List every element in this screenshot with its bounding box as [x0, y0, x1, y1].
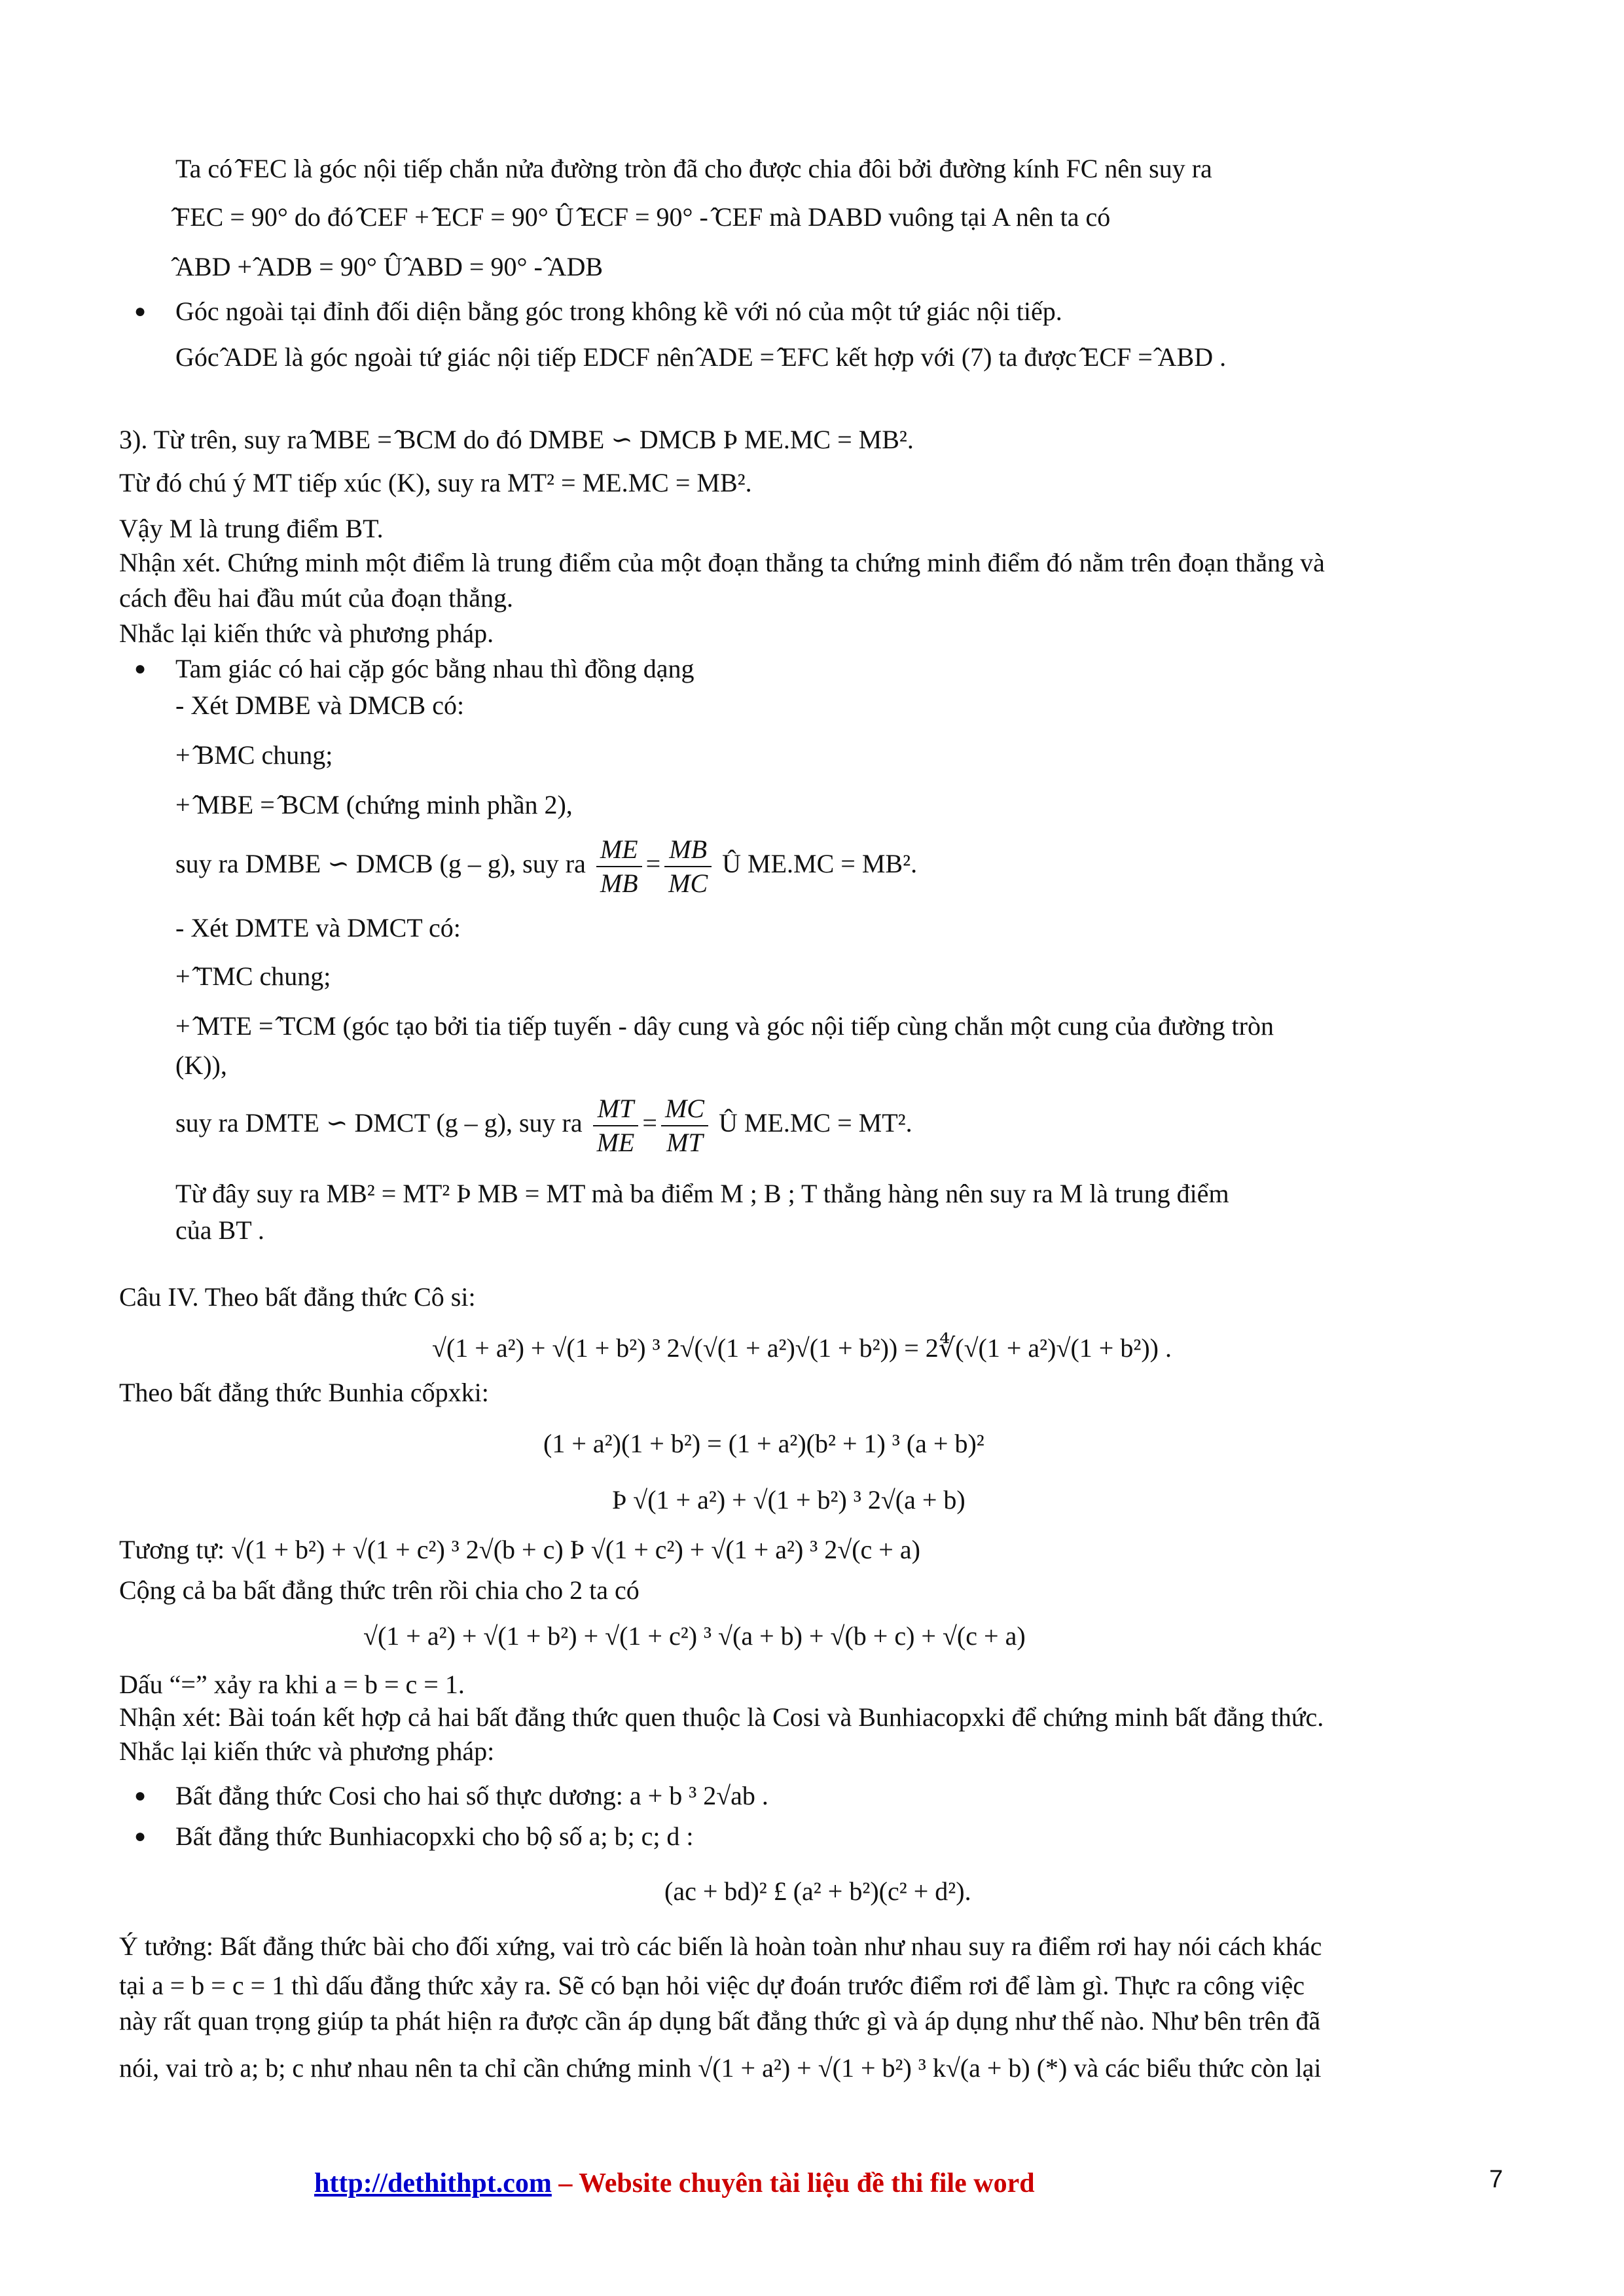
text-line: này rất quan trọng giúp ta phát hiện ra được cần áp dụng bất đẳng thức gì và áp dụng như thế nào. Như bên trên đã: [119, 2006, 1321, 2036]
text-line: cách đều hai đầu mút của đoạn thẳng.: [119, 583, 513, 613]
text-line: của BT .: [175, 1215, 264, 1245]
text-fragment: suy ra DMTE ∽ DMCT (g – g), suy ra: [175, 1108, 583, 1138]
text-line: + ̂TMC chung;: [175, 961, 331, 991]
text-line: Theo bất đẳng thức Bunhia cốpxki:: [119, 1378, 489, 1407]
text-line: Ý tưởng: Bất đẳng thức bài cho đối xứng, vai trò các biến là hoàn toàn như nhau suy ra điểm rơi hay nói cách khác: [119, 1931, 1322, 1961]
text-line: Bất đẳng thức Bunhiacopxki cho bộ số a; b; c; d :: [175, 1821, 694, 1851]
text-line: Từ đây suy ra MB² = MT² Þ MB = MT mà ba điểm M ; B ; T thẳng hàng nên suy ra M là trung điểm: [175, 1179, 1229, 1208]
footer: [314, 2168, 1035, 2199]
text-line: Góc ngoài tại đỉnh đối diện bằng góc trong không kề với nó của một tứ giác nội tiếp.: [175, 296, 1062, 326]
text-fragment: Û ME.MC = MB².: [722, 849, 918, 878]
fraction: [593, 1092, 639, 1159]
bullet-icon: ●: [134, 1785, 147, 1806]
numerator: MC: [661, 1092, 708, 1126]
equation-line: √(1 + a²) + √(1 + b²) + √(1 + c²) ³ √(a + b) + √(b + c) + √(c + a): [363, 1621, 1026, 1651]
denominator: MC: [668, 868, 708, 898]
text-line: tại a = b = c = 1 thì dấu đẳng thức xảy ra. Sẽ có bạn hỏi việc dự đoán trước điểm rơi để làm gì. Thực ra công việc: [119, 1971, 1305, 2000]
text-line: ̂ABD + ̂ADB = 90° Û ̂ABD = 90° - ̂ADB: [175, 252, 604, 281]
bullet-icon: ●: [134, 1825, 147, 1847]
text-line: Câu IV. Theo bất đẳng thức Cô si:: [119, 1282, 476, 1312]
text-line: ̂FEC = 90° do đó ̂CEF + ̂ECF = 90° Û ̂ECF = 90° - ̂CEF mà DABD vuông tại A nên ta có: [175, 202, 1111, 232]
text-line: Nhận xét: Bài toán kết hợp cả hai bất đẳng thức quen thuộc là Cosi và Bunhiacopxki để chứng minh bất đẳng thức.: [119, 1702, 1324, 1732]
footer-tagline: – Website chuyên tài liệu đề thi file word: [551, 2168, 1035, 2198]
text-line: Tam giác có hai cặp góc bằng nhau thì đồng dạng: [175, 654, 695, 683]
text-line: Ta có ̂FEC là góc nội tiếp chắn nửa đường tròn đã cho được chia đôi bởi đường kính FC nên suy ra: [175, 154, 1212, 183]
equation-line: suy ra DMTE ∽ DMCT (g – g), suy ra $\frac{MT}{ME}$ = $\frac{MC}{MT}$ Û ME.MC = MT².: [175, 1090, 912, 1169]
page-number: 7: [1489, 2166, 1504, 2193]
numerator: MT: [593, 1092, 639, 1126]
equation-line: (1 + a²)(1 + b²) = (1 + a²)(b² + 1) ³ (a + b)²: [543, 1429, 984, 1458]
fraction: [661, 1092, 708, 1159]
text-line: Nhận xét. Chứng minh một điểm là trung điểm của một đoạn thẳng ta chứng minh điểm đó nằm trên đoạn thẳng và: [119, 548, 1325, 577]
bullet-icon: ●: [134, 658, 147, 679]
footer-link[interactable]: http://dethithpt.com: [314, 2168, 552, 2198]
text-line: Nhắc lại kiến thức và phương pháp.: [119, 619, 494, 648]
text-line: Vậy M là trung điểm BT.: [119, 514, 384, 543]
equation-line: (ac + bd)² £ (a² + b²)(c² + d²).: [664, 1876, 971, 1906]
equation-line: suy ra DMBE ∽ DMCB (g – g), suy ra $\frac{ME}{MB}$ = $\frac{MB}{MC}$ Û ME.MC = MB².: [175, 831, 917, 910]
fraction: [596, 833, 642, 900]
fraction: [664, 833, 712, 900]
text-line: Nhắc lại kiến thức và phương pháp:: [119, 1736, 495, 1766]
text-fragment: Û ME.MC = MT².: [718, 1108, 912, 1138]
equation-line: Þ √(1 + a²) + √(1 + b²) ³ 2√(a + b): [612, 1485, 965, 1515]
equation-line: √(1 + a²) + √(1 + b²) ³ 2√(√(1 + a²)√(1 + b²)) = 2∜(√(1 + a²)√(1 + b²)) .: [432, 1333, 1172, 1363]
text-line: + ̂MBE = ̂BCM (chứng minh phần 2),: [175, 790, 573, 819]
denominator: MB: [600, 868, 638, 898]
denominator: MT: [666, 1127, 703, 1157]
text-line: Từ đó chú ý MT tiếp xúc (K), suy ra MT² = ME.MC = MB².: [119, 468, 752, 497]
text-fragment: suy ra DMBE ∽ DMCB (g – g), suy ra: [175, 849, 586, 878]
text-line: + ̂BMC chung;: [175, 740, 333, 770]
text-line: - Xét DMTE và DMCT có:: [175, 913, 461, 942]
denominator: ME: [596, 1127, 635, 1157]
text-line: - Xét DMBE và DMCB có:: [175, 691, 465, 720]
bullet-icon: ●: [134, 300, 147, 322]
text-line: Dấu “=” xảy ra khi a = b = c = 1.: [119, 1670, 465, 1699]
text-line: 3). Từ trên, suy ra ̂MBE = ̂BCM do đó DMBE ∽ DMCB Þ ME.MC = MB².: [119, 425, 914, 454]
text-line: nói, vai trò a; b; c như nhau nên ta chỉ cần chứng minh √(1 + a²) + √(1 + b²) ³ k√(a + b) (*) và các biểu thức còn lại: [119, 2053, 1322, 2083]
text-line: Tương tự: √(1 + b²) + √(1 + c²) ³ 2√(b + c) Þ √(1 + c²) + √(1 + a²) ³ 2√(c + a): [119, 1535, 920, 1564]
text-line: Cộng cả ba bất đẳng thức trên rồi chia cho 2 ta có: [119, 1575, 640, 1605]
text-line: Góc ̂ADE là góc ngoài tứ giác nội tiếp EDCF nên ̂ADE = ̂EFC kết hợp với (7) ta được ̂ECF = ̂ABD .: [175, 342, 1227, 372]
numerator: ME: [596, 833, 642, 867]
text-line: Bất đẳng thức Cosi cho hai số thực dương: a + b ³ 2√ab .: [175, 1781, 768, 1810]
text-line: (K)),: [175, 1050, 227, 1080]
numerator: MB: [664, 833, 712, 867]
text-line: + ̂MTE = ̂TCM (góc tạo bởi tia tiếp tuyến - dây cung và góc nội tiếp cùng chắn một cung của đường tròn: [175, 1011, 1274, 1041]
